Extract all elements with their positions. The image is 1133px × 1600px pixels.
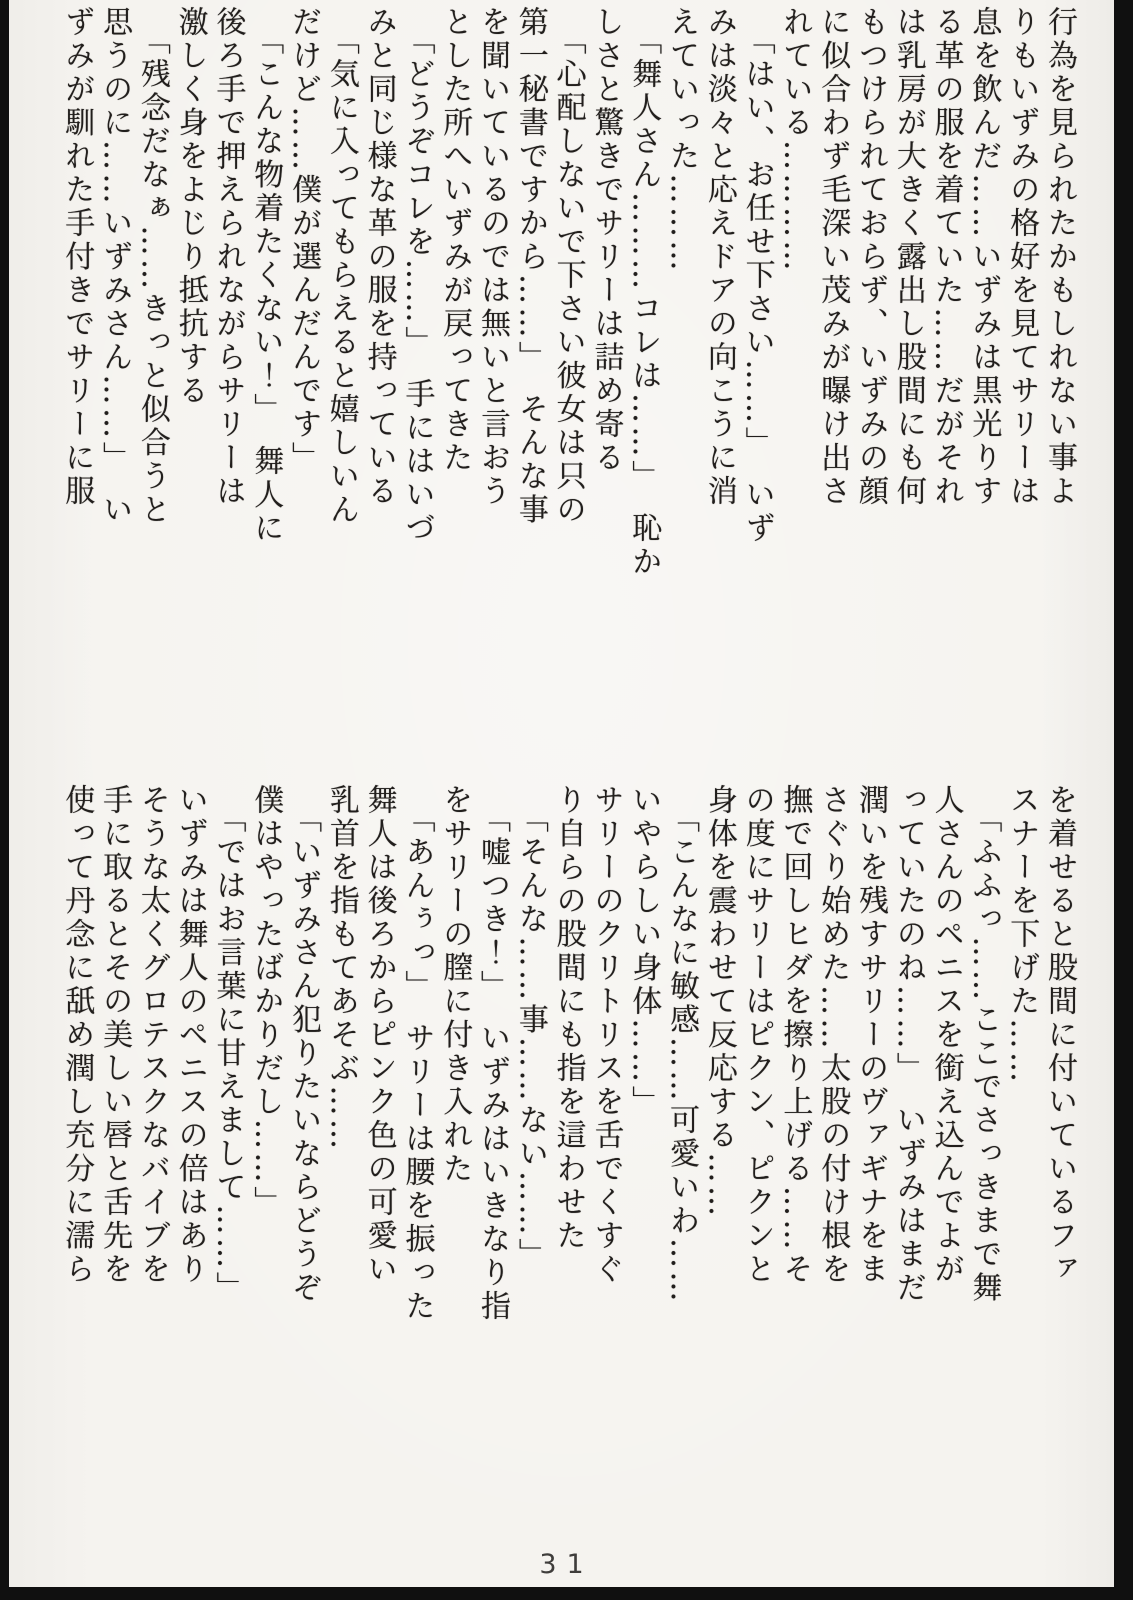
text-column: 「気に入ってもらえると嬉しいん: [323, 6, 359, 527]
text-column: そうな太くグロテスクなバイブを: [134, 784, 170, 1287]
text-column: 後ろ手で押えられながらサリーは: [210, 6, 246, 509]
text-column: 「こんな物着たくない！」 舞人に: [248, 6, 284, 546]
text-column: の度にサリーはピクン、ピクンと: [739, 784, 775, 1287]
scan-border-bottom: [0, 1587, 1133, 1600]
text-column: さぐり始めた……太股の付け根を: [815, 784, 851, 1287]
text-column: 身体を震わせて反応する……: [701, 784, 737, 1220]
top-text-block: [57, 6, 1078, 748]
text-column: 「ふふっ……ここでさっきまで舞: [966, 784, 1002, 1305]
text-column: 「残念だなぁ……きっと似合うと: [134, 6, 170, 527]
text-column: みは淡々と応えドアの向こうに消: [701, 6, 737, 509]
text-column: 乳首を指もてあそぶ……: [323, 784, 359, 1153]
text-column: 僕はやったばかりだし……」: [248, 784, 284, 1220]
text-column: ずみが馴れた手付きでサリーに服: [59, 6, 95, 509]
text-column: 人さんのペニスを銜え込んでよが: [928, 784, 964, 1287]
text-column: 息を飲んだ……いずみは黒光りす: [966, 6, 1002, 509]
text-column: りもいずみの格好を見てサリーは: [1004, 6, 1040, 509]
text-column: いやらしい身体……」: [626, 784, 662, 1119]
text-column: だけど……僕が選んだんです」: [286, 6, 322, 475]
text-column: を聞いているのでは無いと言おう: [475, 6, 511, 509]
text-column: っていたのね……」 いずみはまだ: [890, 784, 926, 1305]
text-column: を着せると股間に付いているファ: [1042, 784, 1077, 1287]
scan-border-right: [1114, 0, 1133, 1600]
text-column: いずみは舞人のペニスの倍はあり: [172, 784, 208, 1287]
text-column: みと同じ様な革の服を持っている: [361, 6, 397, 509]
text-column: 「あんぅっ」 サリーは腰を振った: [399, 784, 435, 1324]
text-column: 舞人は後ろからピンク色の可愛い: [361, 784, 397, 1287]
text-column: 使って丹念に舐め潤し充分に濡ら: [59, 784, 95, 1287]
text-column: る革の服を着ていた……だがそれ: [928, 6, 964, 509]
text-column: 撫で回しヒダを擦り上げる……そ: [777, 784, 813, 1287]
text-column: 激しく身をよじり抵抗する: [172, 6, 208, 408]
text-column: 思うのに……いずみさん……」 い: [97, 6, 133, 527]
text-column: 「そんな……事……ない……」: [512, 784, 548, 1272]
text-column: 手に取るとその美しい唇と舌先を: [97, 784, 133, 1287]
text-column: り自らの股間にも指を這わせた: [550, 784, 586, 1253]
text-column: サリーのクリトリスを舌でくすぐ: [588, 784, 624, 1287]
text-column: 「心配しないで下さい彼女は只の: [550, 6, 586, 527]
text-column: をサリーの膣に付き入れた: [437, 784, 473, 1186]
text-column: もつけられておらず、いずみの顔: [853, 6, 889, 509]
bottom-text-block: [57, 784, 1078, 1550]
text-column: 第一秘書ですから……」 そんな事: [512, 6, 548, 527]
text-column: しさと驚きでサリーは詰め寄る: [588, 6, 624, 475]
text-column: とした所へいずみが戻ってきた: [437, 6, 473, 475]
page-number: 31: [539, 1549, 594, 1580]
text-column: スナーを下げた……: [1004, 784, 1040, 1086]
text-column: 「舞人さん………コレは……」 恥か: [626, 6, 662, 579]
text-column: 行為を見られたかもしれない事よ: [1042, 6, 1077, 509]
scan-border-left: [0, 0, 9, 1600]
text-column: は乳房が大きく露出し股間にも何: [890, 6, 926, 509]
text-column: 「どうぞコレを……」 手にはいづ: [399, 6, 435, 546]
text-column: れている…………: [777, 6, 813, 274]
text-column: 「こんなに敏感……可愛いわ……: [664, 784, 700, 1305]
text-column: に似合わず毛深い茂みが曝け出さ: [815, 6, 851, 509]
text-column: 「嘘つき！」 いずみはいきなり指: [475, 784, 511, 1324]
text-column: 潤いを残すサリーのヴァギナをま: [853, 784, 889, 1287]
text-column: えていった………: [664, 6, 700, 274]
text-column: 「ではお言葉に甘えまして……」: [210, 784, 246, 1305]
text-column: 「いずみさん犯りたいならどうぞ: [286, 784, 322, 1305]
text-column: 「はい、お任せ下さい……」 いず: [739, 6, 775, 546]
